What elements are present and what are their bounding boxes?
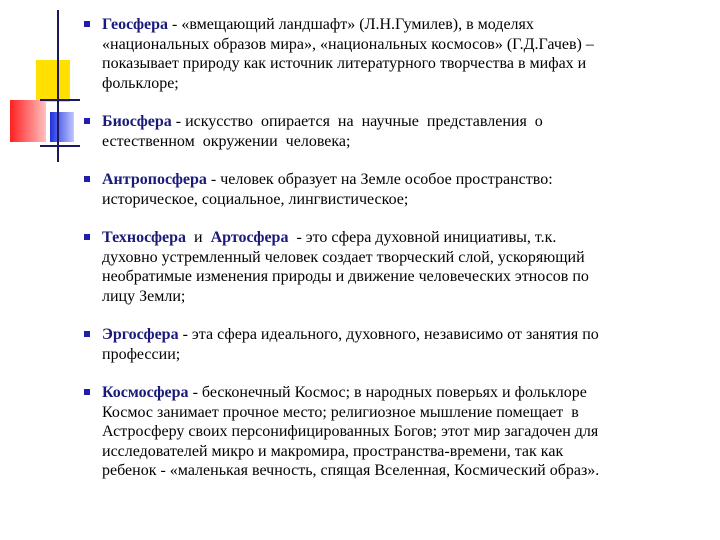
- bullet-icon: [84, 331, 90, 337]
- term-artosphere: Артосфера: [210, 229, 289, 246]
- deco-yellow-square: [36, 60, 70, 102]
- item-line: Космос занимает прочное место; религиозное мышление помещает в: [102, 403, 579, 421]
- bullet-icon: [84, 176, 90, 182]
- term-technosphere: Техносфера: [102, 229, 187, 246]
- deco-red-square: [10, 100, 46, 142]
- term-ergosphere: Эргосфера: [102, 326, 179, 343]
- term-biosphere: Биосфера: [102, 113, 172, 130]
- list-item-technosphere: [80, 228, 700, 306]
- slide-content: [80, 15, 700, 500]
- item-line: «национальных образов мира», «национальных космосов» (Г.Д.Гачев) –: [102, 35, 594, 53]
- decorative-corner-graphic: [0, 0, 80, 170]
- list-item-ergosphere: [80, 325, 700, 364]
- bullet-icon: [84, 234, 90, 240]
- item-line: исследователей микро и макромира, пространства-времени, так как: [102, 442, 564, 460]
- item-line: - это сфера духовной инициативы, т.к.: [288, 229, 557, 246]
- list-item-biosphere: [80, 112, 700, 151]
- item-line: естественном окружении человека;: [102, 132, 351, 150]
- item-line: духовно устремленный человек создает творческий слой, ускоряющий: [102, 248, 585, 266]
- item-line: - эта сфера идеального, духовного, независимо от занятия по: [178, 326, 599, 343]
- item-line: - человек образует на Земле особое пространство:: [206, 171, 553, 188]
- term-cosmosphere: Космосфера: [102, 384, 189, 401]
- connector-text: и: [186, 229, 211, 246]
- list-item-cosmosphere: [80, 383, 700, 481]
- bullet-icon: [84, 118, 90, 124]
- item-line: профессии;: [102, 345, 181, 363]
- item-line: необратимые изменения природы и движение человеческих этносов по: [102, 268, 589, 285]
- bullet-icon: [84, 389, 90, 395]
- item-line: Астросферу своих персонифицированных Богов; этот мир загадочен для: [102, 423, 599, 440]
- item-line: фольклоре;: [102, 74, 179, 92]
- item-line: - искусство опирается на научные представления о: [171, 113, 543, 130]
- bullet-icon: [84, 21, 90, 27]
- list-item-anthroposphere: [80, 170, 700, 209]
- item-line: лицу Земли;: [102, 287, 186, 305]
- term-geosphere: Геосфера: [102, 16, 169, 33]
- item-line: - «вмещающий ландшафт» (Л.Н.Гумилев), в моделях: [168, 16, 534, 33]
- item-line: показывает природу как источник литературного творчества в мифах и: [102, 55, 587, 72]
- item-line: историческое, социальное, лингвистическое;: [102, 190, 409, 208]
- deco-blue-square: [50, 112, 74, 142]
- term-anthroposphere: Антропосфера: [102, 171, 207, 188]
- list-item-geosphere: [80, 15, 700, 93]
- item-line: ребенок - «маленькая вечность, спящая Вселенная, Космический образ».: [102, 462, 600, 479]
- item-line: - бесконечный Космос; в народных поверьях и фольклоре: [188, 384, 587, 401]
